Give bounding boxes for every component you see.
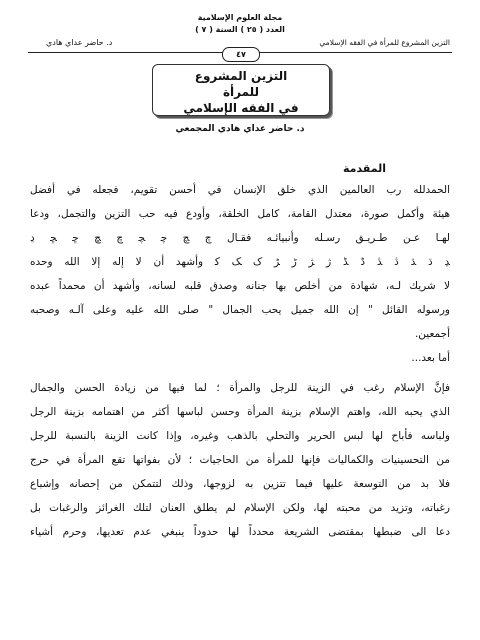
section-heading: المقدمة [342, 162, 386, 175]
text-line: الحمدلله رب العالمين الذي خلق الإنسان في أحسن تقويم، فجعله في أفضل [30, 184, 450, 196]
text-line: ولباسه فأباح لها لبس الحرير والتحلي بالذهب وغيره، وإذا كانت الزينة بالنسبة للرجل [30, 430, 450, 442]
journal-title: مجلة العلوم الإسلامية [197, 13, 283, 22]
title-line-1: التزين المشروع [194, 69, 288, 83]
journal-issue: العدد ( ٢٥ ) السنة ( ٧ ) [195, 25, 285, 34]
text-line: رغباته، وتزيد من محبته لها، ولكن الإسلام لم يطلق العنان لتلك الغرائز والرغبات بل [30, 502, 450, 514]
text-line: أما بعد... [411, 352, 450, 364]
title-line-2: للمرأة [222, 85, 260, 99]
text-line: الذي يحبه الله، واهتم الإسلام بزينة المرأة وحسن لباسها أكثر من اهتمامه بزينة الرجل [30, 406, 450, 418]
article-title-box [152, 64, 330, 116]
text-line: دعا الى ضبطها بمقتضى الشريعة محدداً لها حدوداً ينبغي عدم تعديها، وحرم أشياء [30, 526, 450, 538]
running-title: التزين المشروع للمرأة في الفقه الإسلامي [319, 38, 450, 47]
text-line: من التحسينيات والكماليات فإنها للمرأة من الحاجيات ؛ لأن بفواتها تقع المرأة في حرج [30, 454, 450, 466]
text-line: أجمعين. [414, 328, 450, 340]
text-line: فإنَّ الإسلام رغب في الزينة للرجل والمرأة ؛ لما فيها من زيادة الحسن والجمال [30, 382, 450, 394]
page-number: ٤٧ [222, 47, 260, 62]
running-author: د. حاضر عداي هادي [46, 38, 113, 47]
paragraph-body [30, 376, 450, 544]
text-line: ﮃ ﮄ ﮅ ﮆ ﮇ ﮈ ﮉ ﮊ ﮋ ﮌ ﮍ ﮎ ﮏ ﮐ وأشهد أن لا إله إلا الله وحده [30, 256, 450, 268]
title-line-3: في الفقه الإسلامي [183, 101, 299, 115]
journal-header [170, 12, 310, 36]
paragraph-introduction [30, 178, 450, 370]
author-name: د. حاضر عداي هادي المجمعي [175, 124, 305, 134]
text-line: لا شريك لـه، شهادة من أخلص بها جنانه وصدق قلبه لسانه، وأشهد أن محمداً عبده [30, 280, 450, 292]
text-line: فلا بد من التوسعة عليها فيما تتزين به لزوجها، وذلك لتتمكن من إحصانه وإشباع [30, 478, 450, 490]
text-line: هيئة وأكمل صورة، معتدل القامة، كامل الخلقة، وأودع فيه حب التزين والتجمل، ودعا [30, 208, 450, 220]
text-line: لهـا عـن طـريـق رسـله وأنبيائـه فقـال ﭺ ﭻ ﭼ ﭽ ﭾ ﭿ ﮀ ﮁ ﮂ [30, 232, 450, 244]
text-line: ورسوله القائل " إن الله جميل يحب الجمال " صلى الله عليه وعلى آلـه وصحبه [30, 304, 450, 316]
